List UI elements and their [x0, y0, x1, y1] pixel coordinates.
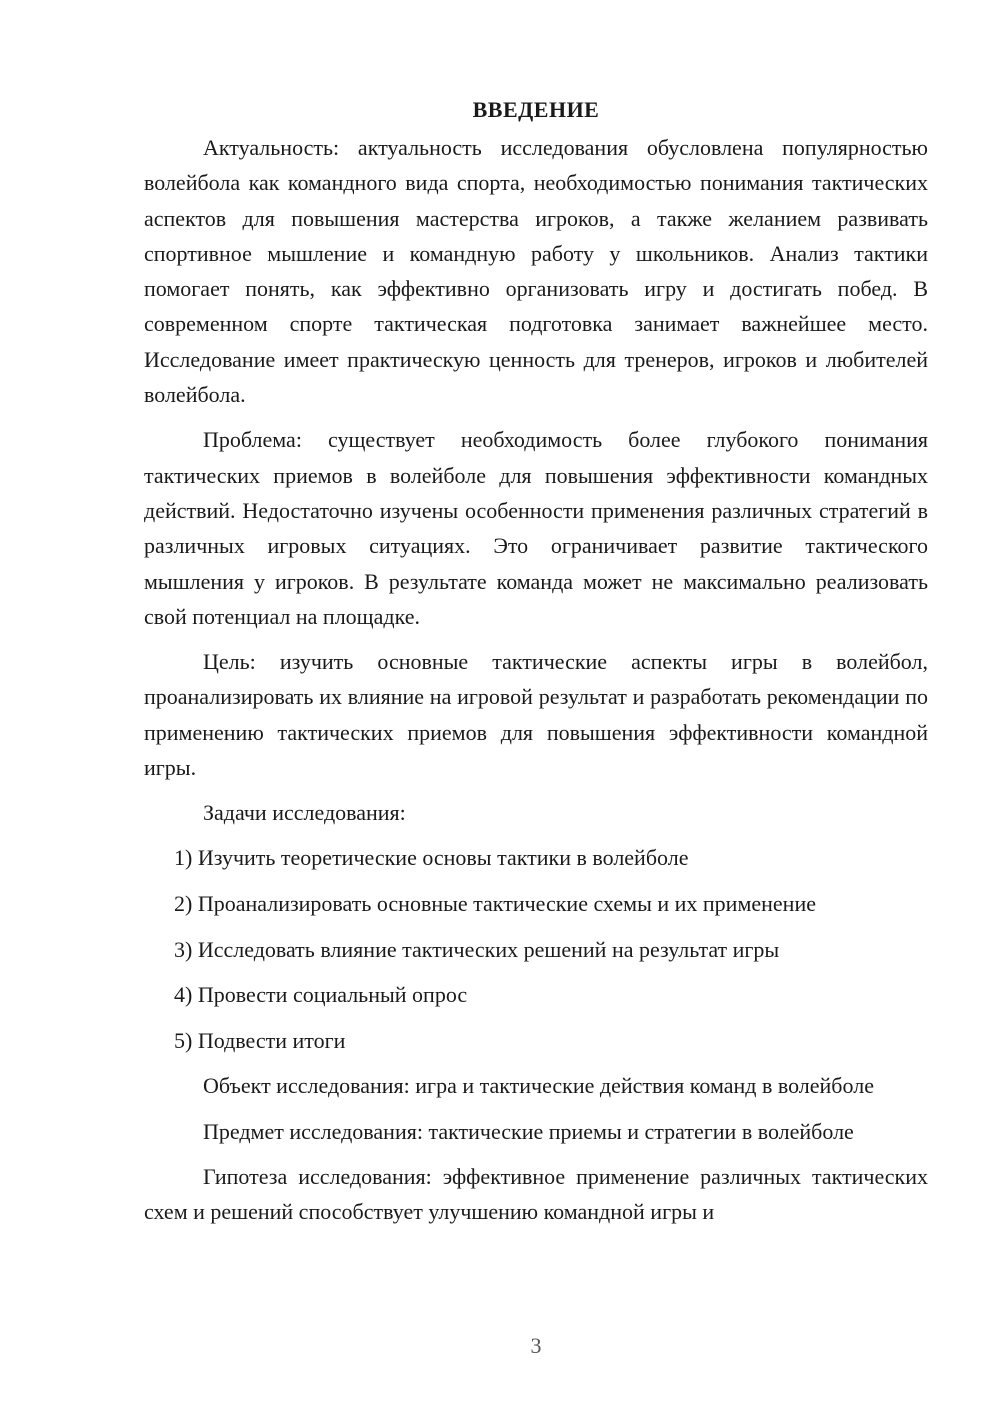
relevance-paragraph: Актуальность: актуальность исследования обусловлена популярностью волейбола как командного вида спорта, необходимостью понимания тактических аспектов для повышения мастерства игроков, а также желанием развивать спортивное мышление и командную работу у школьников. Анализ тактики помогает понять, как эффективно организовать игру и достигать побед. В современном спорте тактическая подготовка занимает важнейшее место. Исследование имеет практическую ценность для тренеров, игроков и любителей волейбола. [144, 135, 928, 408]
task-item-5: 5) Подвести итоги [174, 1027, 346, 1053]
object-paragraph: Объект исследования: игра и тактические действия команд в волейболе [203, 1073, 874, 1099]
task-item-4: 4) Провести социальный опрос [174, 982, 468, 1008]
tasks-list [144, 840, 928, 1057]
task-item-3: 3) Исследовать влияние тактических решений на результат игры [174, 936, 780, 962]
page-title: ВВЕДЕНИЕ [472, 97, 600, 122]
document-page [144, 90, 928, 1240]
subject-paragraph: Предмет исследования: тактические приемы и стратегии в волейболе [203, 1118, 854, 1144]
problem-paragraph: Проблема: существует необходимость более глубокого понимания тактических приемов в волейболе для повышения эффективности командных действий. Недостаточно изучены особенности применения различных стратегий в различных игровых ситуациях. Это ограничивает развитие тактического мышления у игроков. В результате команда может не максимально реализовать свой потенциал на площадке. [144, 427, 928, 629]
goal-paragraph: Цель: изучить основные тактические аспекты игры в волейбол, проанализировать их влияние на игровой результат и разработать рекомендации по применению тактических приемов для повышения эффективности командной игры. [144, 649, 928, 781]
task-item-1: 1) Изучить теоретические основы тактики в волейболе [174, 845, 689, 871]
page-number: 3 [530, 1333, 542, 1358]
hypothesis-paragraph: Гипотеза исследования: эффективное применение различных тактических схем и решений способствует улучшению командной игры и [144, 1163, 928, 1225]
tasks-heading: Задачи исследования: [203, 800, 406, 826]
task-item-2: 2) Проанализировать основные тактические схемы и их применение [174, 890, 816, 916]
